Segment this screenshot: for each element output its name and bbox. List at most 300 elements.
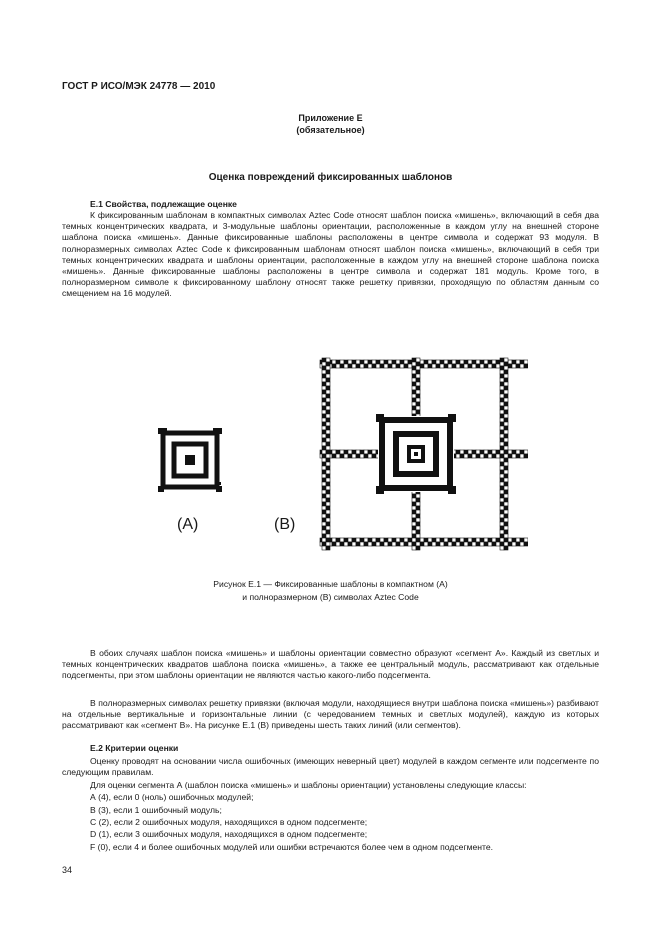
grid-module [500, 506, 504, 510]
grid-module [404, 360, 408, 364]
grid-module [504, 530, 508, 534]
grid-module [500, 426, 504, 430]
grid-module [326, 478, 330, 482]
grid-module [500, 386, 504, 390]
grid-module [460, 450, 464, 454]
grid-module [468, 454, 472, 458]
grid-module [480, 542, 484, 546]
grid-module [326, 510, 330, 514]
grid-module [326, 538, 330, 542]
grid-module [504, 470, 508, 474]
grid-module [508, 360, 512, 364]
grid-module [524, 454, 528, 458]
grid-module [508, 454, 512, 458]
body-paragraph-2: В полноразмерных символах решетку привязки (включая модули, находящиеся внутри шаблона поиска «мишень») разбивают на отдельные вертикальные и горизонтальные линии (с чередованием темных и светлых модулей), каждую из которых рассматривают как «сегмент В». На рисунке Е.1 (В) приведены шесть таких линий (или сегментов). [62, 698, 599, 731]
grid-module [504, 414, 508, 418]
grid-module [476, 454, 480, 458]
grid-module [520, 538, 524, 542]
grid-module [492, 360, 496, 364]
grid-module [496, 542, 500, 546]
grid-module [344, 538, 348, 542]
grid-module [504, 430, 508, 434]
grid-module [372, 542, 376, 546]
grid-module [500, 362, 504, 366]
grid-module [500, 482, 504, 486]
grid-module [332, 538, 336, 542]
grid-module [492, 542, 496, 546]
grid-module [436, 364, 440, 368]
grid-module [480, 450, 484, 454]
grid-module [336, 364, 340, 368]
grid-module [322, 434, 326, 438]
grid-module [326, 442, 330, 446]
grid-module [456, 542, 460, 546]
grid-module [492, 454, 496, 458]
grid-module [468, 542, 472, 546]
grid-module [504, 390, 508, 394]
grid-module [408, 364, 412, 368]
grid-module [460, 538, 464, 542]
grid-module [464, 360, 468, 364]
grid-module [488, 454, 492, 458]
grid-module [322, 458, 326, 462]
grid-module [326, 486, 330, 490]
grid-module [412, 406, 416, 410]
grid-module [392, 542, 396, 546]
grid-module [332, 360, 336, 364]
grid-module [326, 490, 330, 494]
grid-module [496, 364, 500, 368]
e2-paragraph-2: Для оценки сегмента А (шаблон поиска «мишень» и шаблоны ориентации) установлены следующие классы: [90, 780, 527, 790]
grid-module [456, 364, 460, 368]
grid-module [340, 360, 344, 364]
grid-module [384, 364, 388, 368]
grid-module [508, 364, 512, 368]
grid-module [464, 542, 468, 546]
grid-module [416, 494, 420, 498]
figure-caption-line2: и полноразмерном (В) символах Aztec Code [242, 592, 419, 602]
grid-module [322, 538, 326, 542]
grid-module [326, 446, 330, 450]
grid-module [508, 450, 512, 454]
grid-module [368, 538, 372, 542]
grid-module [504, 482, 508, 486]
grid-module [412, 522, 416, 526]
grid-module [336, 360, 340, 364]
grid-module [380, 542, 384, 546]
grid-module [396, 542, 400, 546]
grid-module [412, 498, 416, 502]
grid-module [500, 510, 504, 514]
grid-module [326, 530, 330, 534]
grid-module [484, 364, 488, 368]
grid-module [384, 360, 388, 364]
grid-module [504, 522, 508, 526]
grid-module [500, 366, 504, 370]
grid-module [416, 366, 420, 370]
grid-module [322, 402, 326, 406]
grid-module [412, 382, 416, 386]
grid-module [468, 538, 472, 542]
grid-module [432, 542, 436, 546]
grid-module [512, 454, 516, 458]
grid-module [500, 430, 504, 434]
grid-module [322, 526, 326, 530]
grid-module [388, 542, 392, 546]
grid-module [412, 394, 416, 398]
grid-module [322, 462, 326, 466]
grid-module [500, 458, 504, 462]
grid-module [322, 502, 326, 506]
grid-module [472, 454, 476, 458]
page-number: 34 [62, 865, 73, 875]
grid-module [322, 446, 326, 450]
grid-module [428, 360, 432, 364]
grid-module [480, 538, 484, 542]
grid-module [322, 386, 326, 390]
grid-module [352, 360, 356, 364]
grid-module [416, 410, 420, 414]
grid-module [396, 538, 400, 542]
grid-module [432, 538, 436, 542]
grid-module [500, 462, 504, 466]
grid-module [480, 364, 484, 368]
grid-module [322, 514, 326, 518]
grid-module [388, 360, 392, 364]
grid-module [500, 454, 504, 458]
grid-module [400, 360, 404, 364]
grid-module [500, 358, 504, 362]
grid-module [500, 514, 504, 518]
grid-module [336, 538, 340, 542]
grid-module [326, 358, 330, 362]
grid-module [404, 542, 408, 546]
grid-module [372, 454, 376, 458]
grid-module [388, 538, 392, 542]
grid-module [520, 360, 524, 364]
grid-module [326, 386, 330, 390]
grid-module [416, 522, 420, 526]
grid-module [520, 450, 524, 454]
grid-module [412, 386, 416, 390]
grid-module [504, 450, 508, 454]
grid-module [322, 546, 326, 550]
grid-module [416, 526, 420, 530]
grid-module [344, 360, 348, 364]
grid-module [412, 402, 416, 406]
grid-module [516, 450, 520, 454]
grid-module [404, 538, 408, 542]
grid-module [524, 542, 528, 546]
grid-module [348, 542, 352, 546]
grid-module [500, 478, 504, 482]
grid-module [460, 454, 464, 458]
grid-module [396, 360, 400, 364]
grid-module [500, 498, 504, 502]
grid-module [348, 538, 352, 542]
grid-module [412, 510, 416, 514]
grid-module [326, 390, 330, 394]
grid-module [416, 510, 420, 514]
grid-module [416, 406, 420, 410]
grid-module [508, 538, 512, 542]
grid-module [504, 542, 508, 546]
grid-module [364, 542, 368, 546]
grid-module [322, 486, 326, 490]
grid-module [322, 414, 326, 418]
grid-module [332, 450, 336, 454]
grid-module [412, 546, 416, 550]
grid-module [468, 450, 472, 454]
grid-module [460, 364, 464, 368]
grid-module [388, 364, 392, 368]
grid-module [326, 402, 330, 406]
grid-module [420, 360, 424, 364]
grid-module [456, 454, 460, 458]
grid-module [322, 430, 326, 434]
grid-module [440, 538, 444, 542]
grid-module [322, 382, 326, 386]
grid-module [472, 538, 476, 542]
grid-module [326, 418, 330, 422]
grid-module [372, 360, 376, 364]
grid-module [322, 406, 326, 410]
grid-module [340, 538, 344, 542]
grid-module [448, 360, 452, 364]
grid-module [322, 418, 326, 422]
grid-module [344, 450, 348, 454]
grid-module [416, 394, 420, 398]
grid-module [504, 374, 508, 378]
grid-module [368, 454, 372, 458]
grid-module [352, 454, 356, 458]
grid-module [452, 360, 456, 364]
grid-module [364, 364, 368, 368]
class-item: А (4), если 0 (ноль) ошибочных модулей; [90, 792, 254, 802]
grid-module [504, 394, 508, 398]
grid-module [326, 522, 330, 526]
grid-module [326, 502, 330, 506]
grid-module [512, 538, 516, 542]
grid-module [496, 360, 500, 364]
grid-module [504, 546, 508, 550]
standard-header: ГОСТ Р ИСО/МЭК 24778 — 2010 [62, 81, 216, 92]
annex-title: Приложение Е [298, 113, 363, 123]
grid-module [322, 366, 326, 370]
grid-module [524, 450, 528, 454]
grid-module [504, 398, 508, 402]
grid-module [504, 438, 508, 442]
grid-module [504, 474, 508, 478]
class-item: F (0), если 4 и более ошибочных модулей или ошибки встречаются более чем в одном подсегменте. [90, 842, 494, 852]
grid-module [456, 360, 460, 364]
grid-module [392, 364, 396, 368]
grid-module [322, 398, 326, 402]
grid-module [504, 386, 508, 390]
grid-module [322, 374, 326, 378]
grid-module [376, 538, 380, 542]
grid-module [326, 458, 330, 462]
grid-module [326, 450, 330, 454]
grid-module [500, 518, 504, 522]
grid-module [500, 414, 504, 418]
grid-module [416, 538, 420, 542]
grid-module [484, 538, 488, 542]
grid-module [456, 538, 460, 542]
grid-module [400, 364, 404, 368]
grid-module [500, 494, 504, 498]
grid-module [500, 538, 504, 542]
grid-module [504, 494, 508, 498]
grid-module [504, 418, 508, 422]
grid-module [512, 450, 516, 454]
grid-module [496, 538, 500, 542]
grid-module [428, 538, 432, 542]
grid-module [432, 360, 436, 364]
body-paragraph-1: В обоих случаях шаблон поиска «мишень» и шаблоны ориентации совместно образуют «сегмент А». Каждый из светлых и темных концентрических квадратов шаблона поиска «мишень», а также ее центральный модуль, рассматривают как отдельные подсегменты, при этом шаблоны ориентации не являются частью какого-либо подсегмента. [62, 648, 599, 681]
e1-heading: Е.1 Свойства, подлежащие оценке [90, 199, 237, 209]
grid-module [504, 406, 508, 410]
grid-module [424, 542, 428, 546]
grid-module [322, 494, 326, 498]
grid-module [352, 538, 356, 542]
grid-module [356, 542, 360, 546]
grid-module [452, 364, 456, 368]
grid-module [500, 438, 504, 442]
grid-module [368, 364, 372, 368]
grid-module [508, 542, 512, 546]
grid-module [376, 360, 380, 364]
grid-module [420, 542, 424, 546]
grid-module [348, 454, 352, 458]
grid-module [444, 360, 448, 364]
grid-module [336, 454, 340, 458]
grid-module [464, 454, 468, 458]
grid-module [326, 430, 330, 434]
grid-module [464, 450, 468, 454]
grid-module [412, 502, 416, 506]
grid-module [322, 518, 326, 522]
class-item: D (1), если 3 ошибочных модуля, находящихся в одном подсегменте; [90, 829, 368, 839]
grid-module [416, 398, 420, 402]
grid-module [504, 366, 508, 370]
grid-module [428, 364, 432, 368]
grid-module [412, 506, 416, 510]
grid-module [332, 542, 336, 546]
grid-module [416, 374, 420, 378]
grid-module [504, 486, 508, 490]
grid-module [500, 522, 504, 526]
grid-module [448, 364, 452, 368]
grid-module [500, 394, 504, 398]
grid-module [412, 494, 416, 498]
grid-module [352, 542, 356, 546]
grid-module [412, 398, 416, 402]
grid-module [408, 542, 412, 546]
grid-module [322, 358, 326, 362]
grid-module [488, 542, 492, 546]
grid-module [504, 446, 508, 450]
grid-module [412, 542, 416, 546]
grid-module [380, 538, 384, 542]
grid-module [412, 530, 416, 534]
grid-module [504, 402, 508, 406]
grid-module [344, 542, 348, 546]
grid-module [500, 534, 504, 538]
grid-module [364, 538, 368, 542]
grid-module [360, 450, 364, 454]
grid-module [436, 360, 440, 364]
grid-module [504, 410, 508, 414]
grid-module [326, 518, 330, 522]
grid-module [500, 546, 504, 550]
grid-module [416, 390, 420, 394]
grid-module [400, 542, 404, 546]
grid-module [500, 442, 504, 446]
grid-module [492, 364, 496, 368]
grid-module [326, 366, 330, 370]
grid-module [496, 450, 500, 454]
grid-module [332, 364, 336, 368]
grid-module [504, 506, 508, 510]
grid-module [444, 538, 448, 542]
grid-module [504, 458, 508, 462]
figure-label-a: (А) [177, 516, 199, 533]
grid-module [360, 542, 364, 546]
grid-module [504, 362, 508, 366]
grid-module [332, 454, 336, 458]
grid-module [368, 360, 372, 364]
grid-module [326, 470, 330, 474]
grid-module [416, 382, 420, 386]
grid-module [412, 514, 416, 518]
grid-module [356, 360, 360, 364]
grid-module [336, 450, 340, 454]
grid-module [504, 534, 508, 538]
grid-module [504, 490, 508, 494]
grid-module [322, 474, 326, 478]
grid-module [440, 360, 444, 364]
grid-module [322, 482, 326, 486]
grid-module [480, 360, 484, 364]
e1-paragraph: К фиксированным шаблонам в компактных символах Aztec Code относят шаблон поиска «мишень», включающий в себя два темных концентрических квадрата, и 3-модульные шаблоны ориентации, расположенные в каждом углу на внешней стороне шаблона поиска «мишень». Данные фиксированные шаблоны расположены в центре символа и содержат 93 модуля. В полноразмерных символах Aztec Code к фиксированным шаблонам относят шаблон поиска «мишень», включающий в себя три темных концентрических квадрата и шаблоны ориентации, расположенные в каждом углу на внешней стороне шаблона поиска «мишень». Данные фиксированные шаблоны расположены в центре символа и содержат 181 модуль. Кроме того, в полноразмерном символе к фиксированному шаблону относят также решетку привязки, проходящую по областям данным со смещением на 16 модулей. [62, 210, 599, 299]
grid-module [500, 466, 504, 470]
grid-module [352, 364, 356, 368]
grid-module [392, 360, 396, 364]
grid-module [416, 370, 420, 374]
grid-module [322, 362, 326, 366]
grid-module [504, 434, 508, 438]
grid-module [360, 454, 364, 458]
grid-module [396, 364, 400, 368]
grid-module [326, 546, 330, 550]
grid-module [516, 360, 520, 364]
grid-module [326, 406, 330, 410]
grid-module [500, 542, 504, 546]
grid-module [326, 482, 330, 486]
grid-module [416, 546, 420, 550]
grid-module [476, 364, 480, 368]
grid-module [472, 360, 476, 364]
grid-module [384, 538, 388, 542]
grid-module [322, 450, 326, 454]
grid-module [416, 530, 420, 534]
grid-module [376, 364, 380, 368]
grid-module [322, 378, 326, 382]
grid-module [432, 364, 436, 368]
grid-module [504, 466, 508, 470]
grid-module [322, 534, 326, 538]
